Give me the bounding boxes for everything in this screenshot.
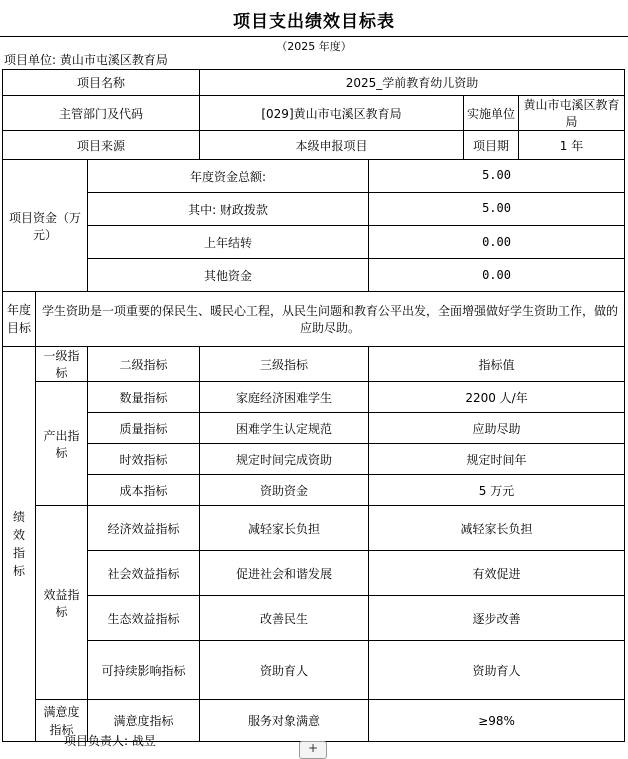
- add-button[interactable]: +: [299, 741, 327, 759]
- level3-cell: 家庭经济困难学生: [200, 382, 369, 413]
- funds-other-label: 其他资金: [88, 259, 369, 292]
- funds-carry-value: 0.00: [369, 226, 625, 259]
- dept-code-label: 主管部门及代码: [3, 96, 200, 131]
- level2-cell: 社会效益指标: [88, 551, 200, 596]
- funds-fiscal-label: 其中: 财政拨款: [88, 193, 369, 226]
- table-row: [3, 551, 625, 596]
- value-cell: 逐步改善: [369, 596, 625, 641]
- source-label: 项目来源: [3, 131, 200, 160]
- level3-cell: 减轻家长负担: [200, 506, 369, 551]
- row-department: [3, 96, 625, 131]
- value-cell: 2200 人/年: [369, 382, 625, 413]
- level2-cell: 满意度指标: [88, 700, 200, 742]
- table-row: [3, 444, 625, 475]
- period-value: 1 年: [519, 131, 625, 160]
- annual-goal-label: 年度目标: [3, 292, 36, 347]
- project-leader: 项目负责人: 战昱: [64, 734, 156, 748]
- value-cell: 资助育人: [369, 641, 625, 700]
- output-group-label: 产出指标: [36, 382, 88, 506]
- level3-cell: 资助育人: [200, 641, 369, 700]
- level2-cell: 成本指标: [88, 475, 200, 506]
- level3-cell: 改善民生: [200, 596, 369, 641]
- level2-header: 二级指标: [88, 347, 200, 382]
- value-header: 指标值: [369, 347, 625, 382]
- level3-cell: 服务对象满意: [200, 700, 369, 742]
- funds-fiscal-value: 5.00: [369, 193, 625, 226]
- row-source: [3, 131, 625, 160]
- level2-cell: 可持续影响指标: [88, 641, 200, 700]
- level3-cell: 规定时间完成资助: [200, 444, 369, 475]
- fiscal-year: （2025 年度）: [276, 39, 352, 53]
- table-row: [3, 413, 625, 444]
- row-funds-total: [3, 160, 625, 193]
- row-funds-carry: [3, 226, 625, 259]
- level2-cell: 数量指标: [88, 382, 200, 413]
- perf-indicator-label: 绩效指标: [3, 347, 36, 742]
- value-cell: 有效促进: [369, 551, 625, 596]
- benefit-group-label: 效益指标: [36, 506, 88, 700]
- row-indicator-header: [3, 347, 625, 382]
- project-name-label: 项目名称: [3, 70, 200, 96]
- value-cell: ≥98%: [369, 700, 625, 742]
- level2-cell: 生态效益指标: [88, 596, 200, 641]
- table-row: [3, 596, 625, 641]
- level2-cell: 质量指标: [88, 413, 200, 444]
- table-row: [3, 506, 625, 551]
- table-row: [3, 382, 625, 413]
- period-label: 项目期: [464, 131, 519, 160]
- level2-cell: 经济效益指标: [88, 506, 200, 551]
- funds-total-label: 年度资金总额:: [88, 160, 369, 193]
- funds-other-value: 0.00: [369, 259, 625, 292]
- impl-unit-label: 实施单位: [464, 96, 519, 131]
- value-cell: 5 万元: [369, 475, 625, 506]
- level3-cell: 困难学生认定规范: [200, 413, 369, 444]
- table-row: [3, 641, 625, 700]
- impl-unit-value: 黄山市屯溪区教育局: [519, 96, 625, 131]
- value-cell: 减轻家长负担: [369, 506, 625, 551]
- table-row: [3, 475, 625, 506]
- annual-goal-text: 学生资助是一项重要的保民生、暖民心工程，从民生问题和教育公平出发，全面增强做好学生资助工作，做的应助尽助。: [36, 292, 625, 347]
- row-project-name: [3, 70, 625, 96]
- funds-carry-label: 上年结转: [88, 226, 369, 259]
- value-cell: 规定时间年: [369, 444, 625, 475]
- project-unit: 项目单位: 黄山市屯溪区教育局: [4, 53, 168, 67]
- row-funds-fiscal: [3, 193, 625, 226]
- funds-total-value: 5.00: [369, 160, 625, 193]
- dept-code-value: [029]黄山市屯溪区教育局: [200, 96, 464, 131]
- funds-label: 项目资金（万元）: [3, 160, 88, 292]
- performance-table: [2, 69, 625, 742]
- row-annual-goal: [3, 292, 625, 347]
- level2-cell: 时效指标: [88, 444, 200, 475]
- value-cell: 应助尽助: [369, 413, 625, 444]
- level3-header: 三级指标: [200, 347, 369, 382]
- level3-cell: 促进社会和谐发展: [200, 551, 369, 596]
- level3-cell: 资助资金: [200, 475, 369, 506]
- row-funds-other: [3, 259, 625, 292]
- satisfaction-group-label: 满意度指标: [36, 700, 88, 742]
- page-title: 项目支出绩效目标表: [0, 2, 628, 37]
- level1-header: 一级指标: [36, 347, 88, 382]
- project-name-value: 2025_学前教育幼儿资助: [200, 70, 625, 96]
- source-value: 本级申报项目: [200, 131, 464, 160]
